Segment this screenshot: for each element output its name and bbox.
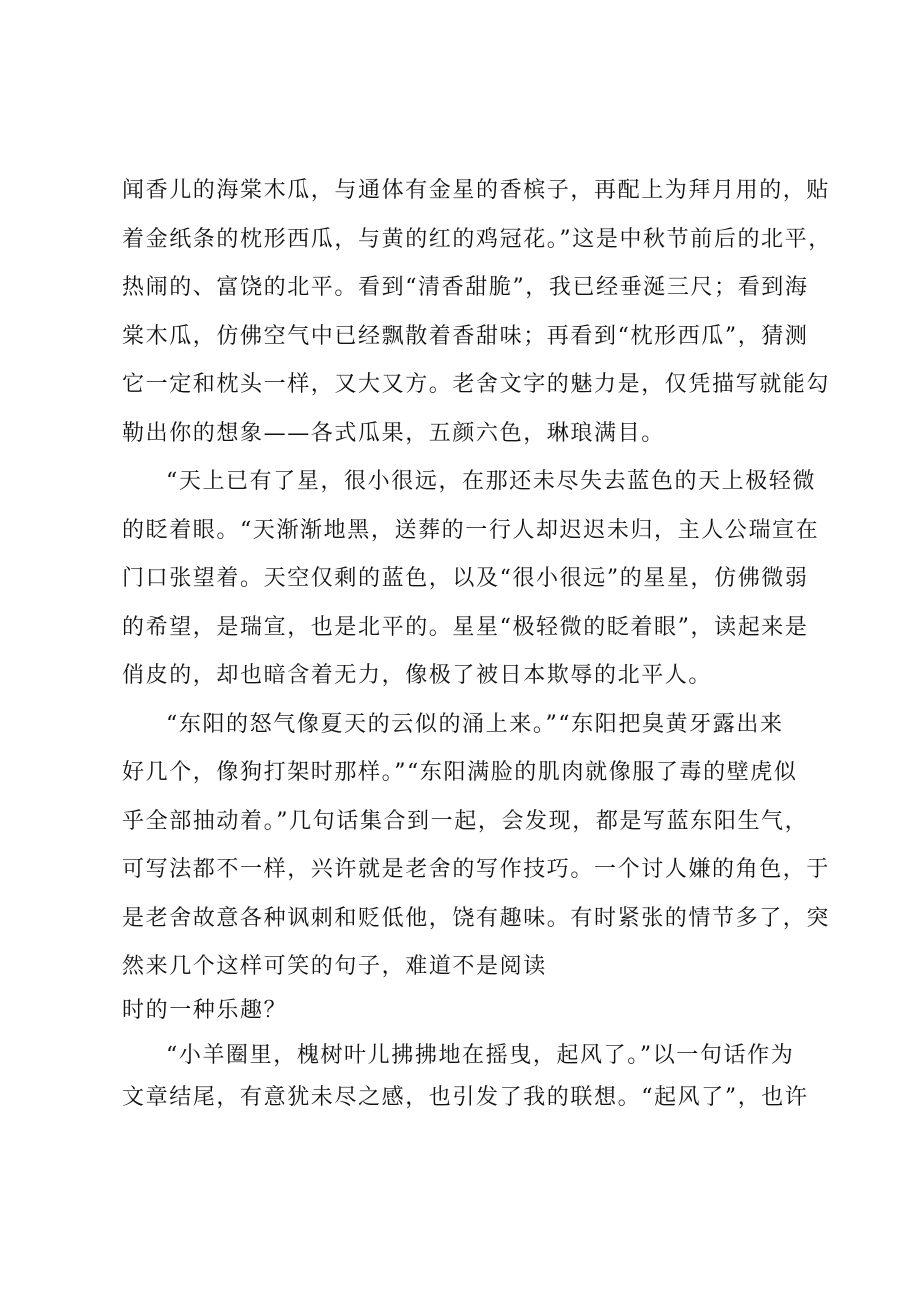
paragraph-start-line: “小羊圈里，槐树叶儿拂拂地在摇曳，起风了。”以一句话作为 xyxy=(166,1042,795,1068)
text-line: 然来几个这样可笑的句子，难道不是阅读 xyxy=(122,954,547,979)
text-line: 着金纸条的枕形西瓜，与黄的红的鸡冠花。”这是中秋节前后的北平， xyxy=(122,226,832,252)
text-line: 俏皮的，却也暗含着无力，像极了被日本欺辱的北平人。 xyxy=(122,663,713,688)
text-line: 棠木瓜，仿佛空气中已经飘散着香甜味；再看到“枕形西瓜”，猜测 xyxy=(122,323,809,349)
body-text xyxy=(122,169,832,1124)
text-line: 勒出你的想象——各式瓜果，五颜六色，琳琅满目。 xyxy=(122,420,665,446)
text-line: 的希望，是瑞宣，也是北平的。星星“极轻微的眨着眼”，读起来是 xyxy=(122,614,809,640)
text-line: 门口张望着。天空仅剩的蓝色，以及“很小很远”的星星，仿佛微弱 xyxy=(122,566,809,591)
text-line: 闻香儿的海棠木瓜，与通体有金星的香槟子，再配上为拜月用的，贴 xyxy=(122,178,831,203)
text-line: 文章结尾，有意犹未尽之感，也引发了我的联想。“起风了”，也许 xyxy=(122,1084,809,1110)
paragraph-start-line: “东阳的怒气像夏天的云似的涌上来。”“东阳把臭黄牙露出来 xyxy=(166,711,784,737)
text-line: 可写法都不一样，兴许就是老舍的写作技巧。一个讨人嫌的角色，于 xyxy=(122,857,831,882)
text-line: 好几个，像狗打架时那样。”“东阳满脸的肌肉就像服了毒的壁虎似 xyxy=(122,760,798,785)
text-line: 它一定和枕头一样，又大又方。老舍文字的魅力是，仅凭描写就能勾 xyxy=(122,372,831,397)
text-line: 的眨着眼。“天渐渐地黑，送葬的一行人却迟迟未归，主人公瑞宣在 xyxy=(122,517,820,543)
text-line: 是老舍故意各种讽刺和贬低他，饶有趣味。有时紧张的情节多了，突 xyxy=(122,905,831,931)
text-line: 热闹的、富饶的北平。看到“清香甜脆”，我已经垂涎三尺；看到海 xyxy=(122,275,809,300)
paragraph-start-line: “天上已有了星，很小很远，在那还未尽失去蓝色的天上极轻微 xyxy=(166,469,817,494)
text-line: 乎全部抽动着。”几句话集合到一起，会发现，都是写蓝东阳生气， xyxy=(122,808,809,834)
text-line: 时的一种乐趣？ xyxy=(122,997,288,1023)
